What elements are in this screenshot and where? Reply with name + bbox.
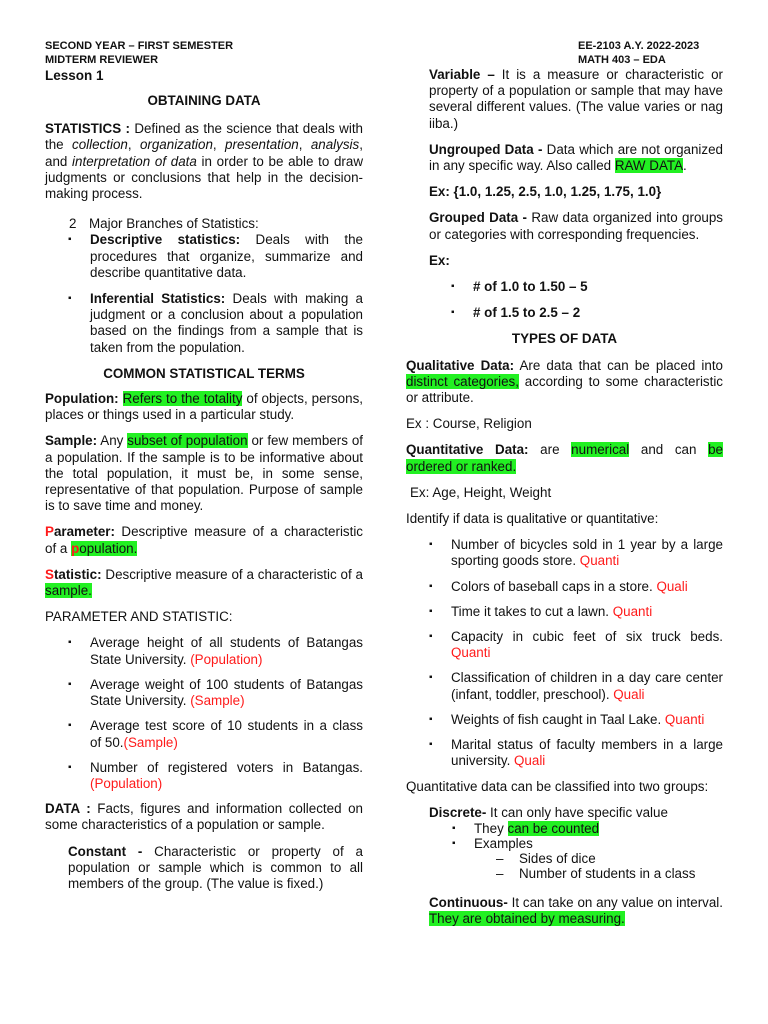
list-item: ▪ Number of bicycles sold in 1 year by a large sporting goods store. Quanti: [451, 537, 723, 569]
discrete-examples: [406, 851, 723, 881]
header-subject: MATH 403 – EDA: [578, 54, 666, 66]
discrete-definition: Discrete- It can only have specific value: [429, 804, 668, 820]
section-title-common-terms: COMMON STATISTICAL TERMS: [103, 365, 305, 381]
quantitative-definition: Quantitative Data: are numerical and can be ordered or ranked.: [406, 442, 724, 474]
list-item: ▪ Average test score of 10 students in a class of 50.(Sample): [90, 718, 363, 750]
list-item: ▪ Capacity in cubic feet of six truck beds. Quanti: [451, 629, 723, 661]
branches-count: 2: [69, 216, 77, 232]
parameter-definition: Parameter: Descriptive measure of a characteristic of a population.: [45, 524, 363, 556]
left-column: [45, 93, 363, 892]
highlight: distinct categories,: [406, 373, 519, 389]
list-item: ▪ Weights of fish caught in Taal Lake. Quanti: [451, 712, 723, 728]
highlight: subset of population: [127, 433, 248, 449]
qualitative-definition: Qualitative Data: Are data that can be placed into distinct categories, according to some characteristic or attribute.: [406, 357, 724, 406]
list-item: ▪ Number of registered voters in Batangas.(Population): [90, 760, 363, 792]
qualitative-example: Ex : Course, Religion: [406, 416, 532, 432]
header-right: [578, 39, 699, 67]
list-item: ▪ # of 1.5 to 2.5 – 2: [473, 305, 723, 321]
classify-intro: Quantitative data can be classified into two groups:: [406, 778, 709, 794]
list-item: ▪ Examples: [474, 836, 723, 851]
highlight: can be counted: [507, 820, 600, 836]
list-item: – Number of students in a class: [496, 865, 696, 881]
branches-list: [45, 232, 363, 355]
branches-intro: [45, 216, 363, 232]
highlight: population.: [71, 540, 138, 556]
identify-list: [406, 537, 723, 769]
highlight: Refers to the totality: [122, 391, 243, 407]
variable-definition: Variable – It is a measure or characteristic or property of a population or sample that may have several different values. (The value varies or nag iiba.): [429, 67, 723, 131]
right-column: [406, 67, 723, 927]
statistics-term: STATISTICS :: [45, 121, 130, 137]
header-lesson: Lesson 1: [45, 68, 104, 83]
branch-inferential: ▪ Inferential Statistics: Deals with making a judgment or a conclusion about a population based on the findings from a sample that is taken from the population.: [90, 291, 363, 356]
branch-descriptive: ▪ Descriptive statistics: Deals with the procedures that organize, summarize and describe quantitative data.: [90, 232, 363, 281]
highlight: numerical: [571, 442, 630, 458]
list-item: ▪ Time it takes to cut a lawn. Quanti: [451, 604, 723, 620]
list-item: – Sides of dice: [496, 850, 596, 866]
list-item: ▪ Marital status of faculty members in a large university. Quali: [451, 737, 723, 769]
grouped-example-label: Ex:: [429, 252, 450, 268]
header-course-code: EE-2103 A.Y. 2022-2023: [578, 40, 700, 52]
header-year-semester: SECOND YEAR – FIRST SEMESTER: [45, 40, 234, 52]
list-item: ▪ # of 1.0 to 1.50 – 5: [473, 279, 723, 295]
ungrouped-definition: Ungrouped Data - Data which are not organized in any specific way. Also called RAW DATA.: [429, 141, 723, 174]
highlight: sample.: [45, 583, 92, 599]
highlight: They are obtained by measuring.: [429, 911, 625, 927]
grouped-definition: Grouped Data - Raw data organized into groups or categories with corresponding frequencies.: [429, 210, 723, 242]
quantitative-example: Ex: Age, Height, Weight: [410, 484, 552, 500]
statistic-definition: Statistic: Descriptive measure of a characteristic of a sample.: [45, 566, 363, 599]
section-title-obtaining-data: OBTAINING DATA: [147, 93, 261, 108]
header-reviewer: MIDTERM REVIEWER: [45, 54, 159, 66]
continuous-definition: Continuous- It can take on any value on interval. They are obtained by measuring.: [429, 894, 723, 927]
list-item: ▪ Colors of baseball caps in a store. Quali: [451, 579, 723, 595]
highlight: RAW DATA: [614, 158, 684, 174]
highlight: be ordered or ranked.: [406, 442, 724, 474]
ungrouped-example: Ex: {1.0, 1.25, 2.5, 1.0, 1.25, 1.75, 1.0}: [429, 184, 662, 200]
list-item: ▪ Average weight of 100 students of Batangas State University. (Sample): [90, 677, 363, 709]
discrete-list: [406, 821, 723, 851]
population-definition: Population: Refers to the totality of objects, persons, places or things used in a particular study.: [45, 391, 363, 423]
list-item: ▪ They can be counted: [474, 821, 723, 836]
grouped-example-list: [406, 279, 723, 321]
statistics-definition: STATISTICS : Defined as the science that deals with the collection, organization, presentation, analysis, and interpretation of data in order to be able to draw judgments or conclusions that help in the decision-making process.: [45, 121, 363, 202]
list-item: ▪ Classification of children in a day care center (infant, toddler, preschool). Quali: [451, 670, 723, 702]
parameter-statistic-list: [45, 635, 363, 792]
sample-definition: Sample: Any subset of population or few members of a population. If the sample is to be informative about the total population, it must be, in some sense, representative of that population. Purpose of sample is to save time and money.: [45, 433, 363, 514]
parameter-statistic-title: PARAMETER AND STATISTIC:: [45, 609, 233, 625]
header-left: [45, 39, 233, 84]
identify-prompt: Identify if data is qualitative or quantitative:: [406, 511, 659, 527]
branches-intro-text: Major Branches of Statistics:: [89, 216, 259, 232]
section-title-types-of-data: TYPES OF DATA: [511, 331, 618, 347]
list-item: ▪ Average height of all students of Batangas State University. (Population): [90, 635, 363, 667]
constant-definition: Constant - Characteristic or property of a population or sample which is common to all members of the group. (The value is fixed.): [68, 843, 364, 891]
data-definition: DATA : Facts, figures and information collected on some characteristics of a population or sample.: [45, 801, 363, 833]
